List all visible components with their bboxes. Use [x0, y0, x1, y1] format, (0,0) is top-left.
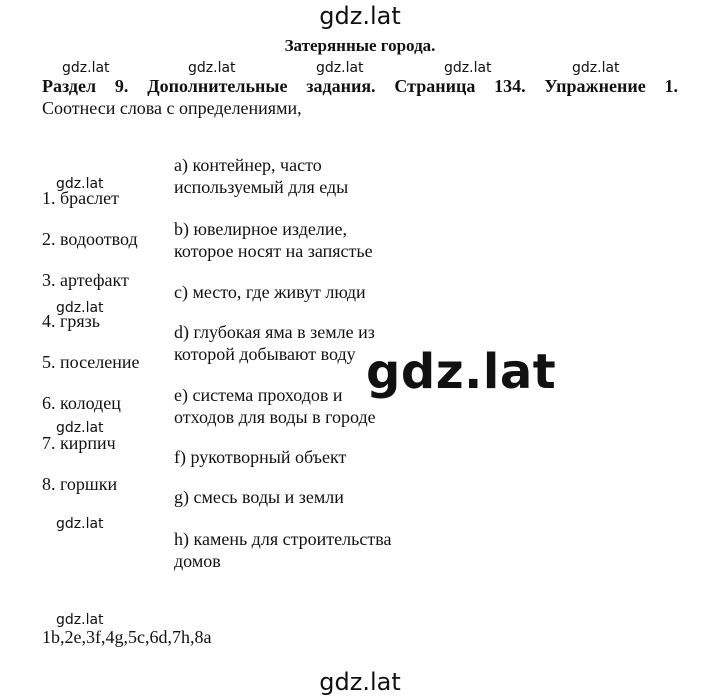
watermark-center: gdz.lat: [366, 344, 557, 400]
word-item: 3. артефакт: [42, 270, 129, 290]
instruction-text: Соотнеси слова с определениями,: [42, 98, 302, 118]
word-item: 1. браслет: [42, 188, 119, 208]
watermark-top: gdz.lat: [319, 2, 401, 30]
watermark-small: gdz.lat: [62, 60, 110, 76]
word-item: 6. колодец: [42, 393, 121, 413]
watermark-small: gdz.lat: [572, 60, 620, 76]
definition-item: a) контейнер, часто используемый для еды: [174, 155, 349, 197]
watermark-bottom: gdz.lat: [319, 668, 401, 696]
watermark-small: gdz.lat: [56, 516, 104, 532]
word-item: 8. горшки: [42, 474, 118, 494]
watermark-small: gdz.lat: [56, 612, 104, 628]
definition-item: c) место, где живут люди: [174, 282, 366, 302]
word-item: 2. водоотвод: [42, 229, 138, 249]
word-item: 4. грязь: [42, 311, 100, 331]
definition-item: e) система проходов и отходов для воды в городе: [174, 385, 376, 427]
watermark-small: gdz.lat: [56, 300, 104, 316]
word-item: 7. кирпич: [42, 433, 116, 453]
watermark-small: gdz.lat: [316, 60, 364, 76]
watermark-small: gdz.lat: [56, 176, 104, 192]
definition-item: h) камень для строительства домов: [174, 529, 392, 571]
watermark-small: gdz.lat: [444, 60, 492, 76]
watermark-small: gdz.lat: [56, 420, 104, 436]
definition-item: g) смесь воды и земли: [174, 487, 344, 507]
word-item: 5. поселение: [42, 352, 140, 372]
page-title: Затерянные города.: [284, 36, 436, 55]
watermark-small: gdz.lat: [188, 60, 236, 76]
definition-item: f) рукотворный объект: [174, 447, 347, 467]
section-header: Раздел 9. Дополнительные задания. Страница 134. Упражнение 1.: [42, 76, 678, 96]
definition-item: b) ювелирное изделие, которое носят на запястье: [174, 219, 373, 261]
definition-item: d) глубокая яма в земле из которой добывают воду: [174, 322, 375, 364]
answer-text: 1b,2e,3f,4g,5c,6d,7h,8a: [42, 627, 212, 647]
